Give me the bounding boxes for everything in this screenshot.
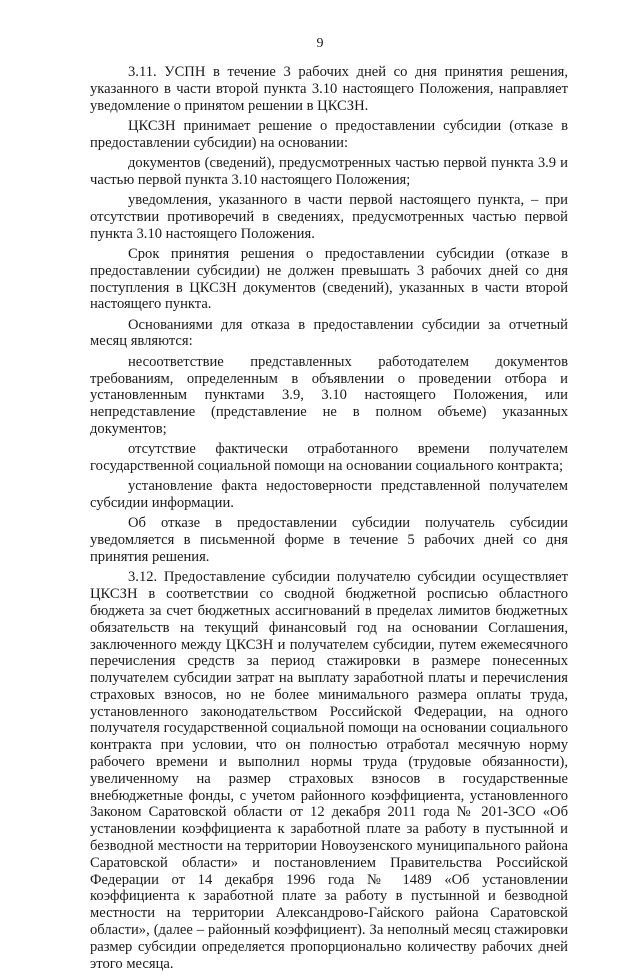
paragraph-ground-false-info: установление факта недостоверности представленной получателем субсидии информации. [90,478,568,512]
paragraph-ground-no-time: отсутствие фактически отработанного времени получателем государственной социальной помощи на основании социального контракта; [90,441,568,475]
paragraph-decision-basis: ЦКСЗН принимает решение о предоставлении субсидии (отказе в предоставлении субсидии) на основании: [90,117,568,151]
paragraph-ground-documents: несоответствие представленных работодателем документов требованиям, определенным в объявлении о проведении отбора и установленным пунктами 3.9, 3.10 настоящего Положения, или непредставление (представление не в полном объеме) указанных документов; [90,353,568,437]
page-number: 9 [316,36,324,51]
paragraph-notification: уведомления, указанного в части первой настоящего пункта, – при отсутствии противоречий в сведениях, предусмотренных частью первой пункта 3.10 настоящего Положения. [90,192,568,242]
paragraph-refusal-notice: Об отказе в предоставлении субсидии получатель субсидии уведомляется в письменной форме в течение 5 рабочих дней со дня принятия решения. [90,515,568,566]
paragraph-refusal-grounds: Основаниями для отказа в предоставлении субсидии за отчетный месяц являются: [90,316,568,350]
paragraph-3-11: 3.11. УСПН в течение 3 рабочих дней со дня принятия решения, указанного в части второй пункта 3.10 настоящего Положения, направляет уведомление о принятом решении в ЦКСЗН. [90,64,568,114]
paragraph-documents: документов (сведений), предусмотренных частью первой пункта 3.9 и частью первой пункта 3.10 настоящего Положения; [90,154,568,188]
paragraph-decision-term: Срок принятия решения о предоставлении субсидии (отказе в предоставлении субсидии) не должен превышать 3 рабочих дней со дня поступления в ЦКСЗН документов (сведений), указанных в части второй настоящего пункта. [90,245,568,313]
paragraph-3-12: 3.12. Предоставление субсидии получателю субсидии осуществляет ЦКСЗН в соответствии со сводной бюджетной росписью областного бюджета за счет бюджетных ассигнований в пределах лимитов бюджетных обязательств на текущий финансовый год на основании Соглашения, заключенного между ЦКСЗН и получателем субсидии, путем ежемесячного перечисления средств за период стажировки в размере понесенных получателем субсидии затрат на выплату заработной платы и перечисления страховых взносов, но не более минимального размера оплаты труда, установленного законодательством Российской Федерации, на одного получателя государственной социальной помощи на основании социального контракта при условии, что он полностью отработал месячную норму рабочего времени и выполнил нормы труда (трудовые обязанности), увеличенному на размер страховых взносов в государственные внебюджетные фонды, с учетом районного коэффициента, установленного Законом Саратовской области от 12 декабря 2011 года № 201-ЗСО «Об установлении коэффициента к заработной плате за работу в пустынной и безводной местности на территории Новоузенского муниципального района Саратовской области» и постановлением Правительства Российской Федерации от 14 декабря 1996 года № 1489 «Об установлении коэффициента к заработной плате за работу в пустынной и безводной местности на территории Александрово-Гайского района Саратовской области», (далее – районный коэффициент). За неполный месяц стажировки размер субсидии определяется пропорционально количеству рабочих дней этого месяца. [90,569,568,972]
document-body [90,64,568,976]
